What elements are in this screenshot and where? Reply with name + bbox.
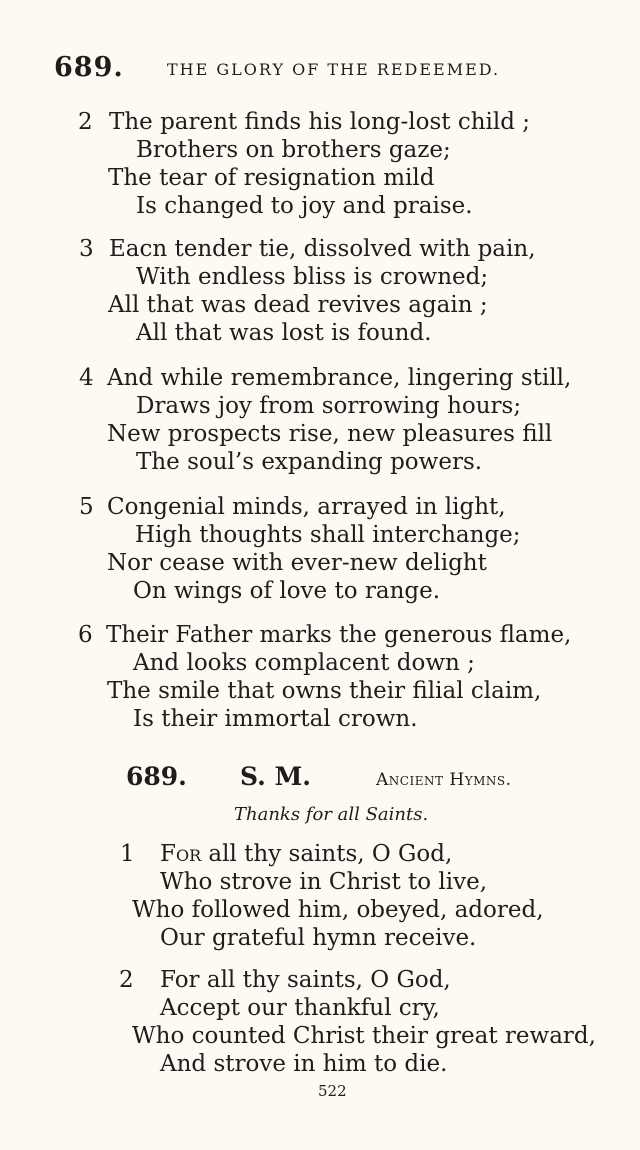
verse-number: 2 (78, 109, 93, 135)
verse-number: 3 (79, 236, 94, 262)
verse-line: Is their immortal crown. (133, 706, 418, 732)
verse-first-word: For (160, 841, 202, 867)
verse-line: Accept our thankful cry, (160, 995, 440, 1021)
verse-line: Is changed to joy and praise. (136, 193, 473, 219)
hymn-source: Ancient Hymns. (376, 770, 512, 790)
verse-line-rest: all thy saints, O God, (201, 841, 453, 867)
verse-line: Brothers on brothers gaze; (136, 137, 451, 163)
verse-line: For all thy saints, O God, (160, 967, 451, 993)
running-head (54, 52, 614, 86)
verse-line: All that was lost is found. (136, 320, 432, 346)
verse-number: 5 (79, 494, 94, 520)
verse-number: 4 (79, 365, 94, 391)
verse-line: Our grateful hymn receive. (160, 925, 477, 951)
verse-line: Nor cease with ever-new delight (107, 550, 487, 576)
running-head-title: THE GLORY OF THE REDEEMED. (167, 60, 501, 79)
verse-line: And strove in him to die. (160, 1051, 448, 1077)
hymn-heading (0, 762, 640, 796)
verse-line: High thoughts shall interchange; (135, 522, 521, 548)
running-head-hymn-number: 689. (54, 52, 124, 83)
verse-line: Who counted Christ their great reward, (132, 1023, 596, 1049)
verse-line: Who strove in Christ to live, (160, 869, 488, 895)
verse-line: And looks complacent down ; (133, 650, 475, 676)
verse-line: Draws joy from sorrowing hours; (136, 393, 522, 419)
verse-line-first (160, 840, 452, 868)
verse-number: 6 (78, 622, 93, 648)
verse-number: 2 (119, 967, 134, 993)
verse-line: Eacn tender tie, dissolved with pain, (109, 236, 536, 262)
verse-line: On wings of love to range. (133, 578, 441, 604)
verse-line: And while remembrance, lingering still, (107, 365, 572, 391)
verse-line: Their Father marks the generous flame, (106, 622, 572, 648)
page-number: 522 (318, 1082, 347, 1100)
verse-line: New prospects rise, new pleasures fill (107, 421, 553, 447)
verse-line: The soul’s expanding powers. (136, 449, 483, 475)
verse-line: The tear of resignation mild (108, 165, 435, 191)
verse-line: The smile that owns their filial claim, (107, 678, 542, 704)
hymn-meter: S. M. (240, 762, 311, 791)
verse-line: Congenial minds, arrayed in light, (107, 494, 506, 520)
verse-line: The parent finds his long-lost child ; (109, 109, 531, 135)
hymn-subtitle: Thanks for all Saints. (234, 804, 429, 825)
hymn-number: 689. (126, 762, 187, 791)
verse-line: With endless bliss is crowned; (136, 264, 489, 290)
verse-line: All that was dead revives again ; (108, 292, 488, 318)
verse-number: 1 (120, 841, 135, 867)
verse-line: Who followed him, obeyed, adored, (132, 897, 544, 923)
